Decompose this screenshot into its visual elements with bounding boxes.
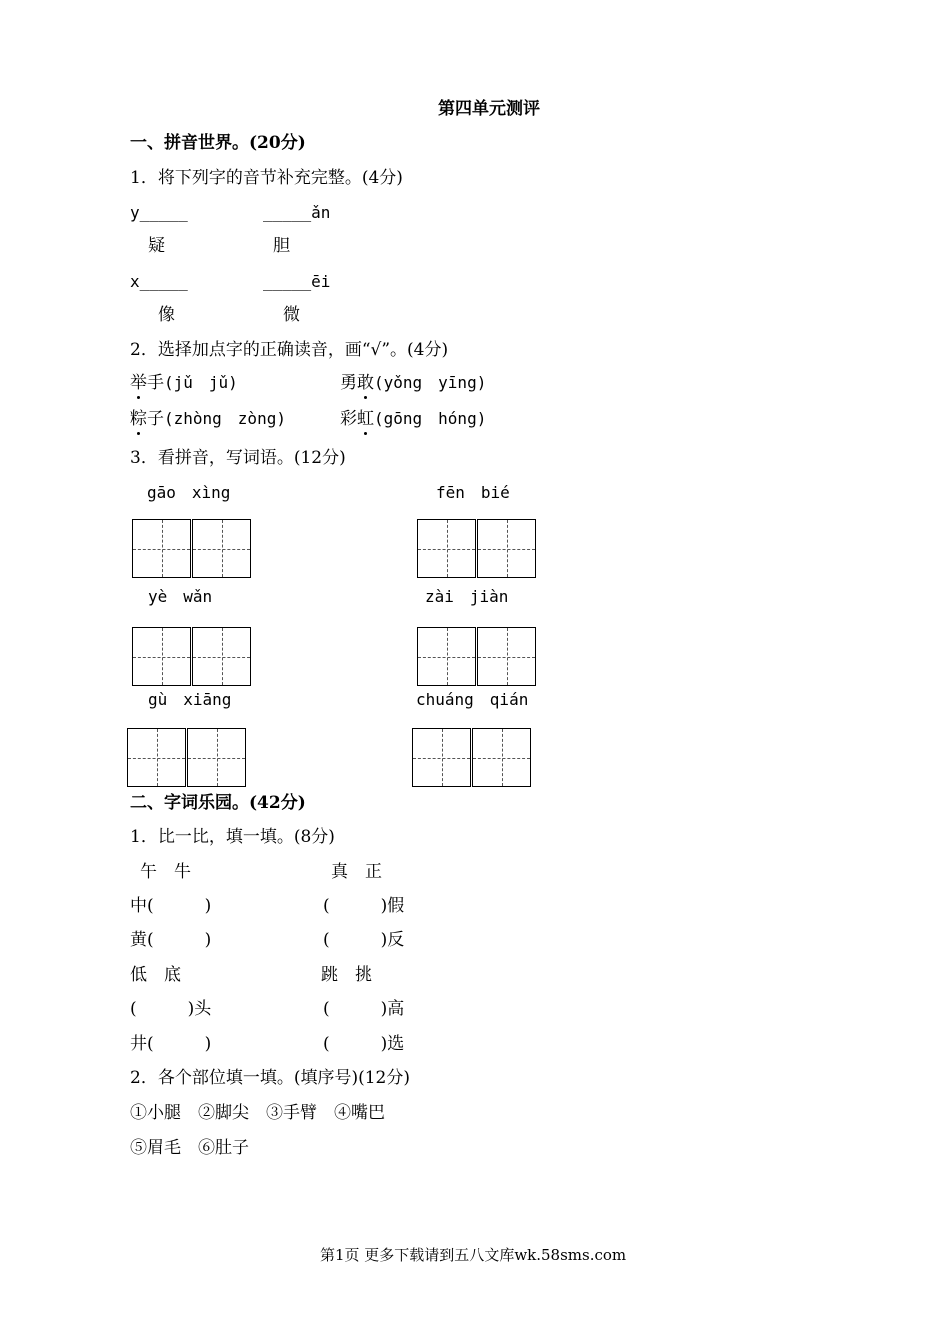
writing-grid-1[interactable] [132, 519, 252, 579]
pinyin-options: (jǔ jǔ) [164, 373, 238, 392]
reading-item-2 [340, 375, 486, 392]
hanzi-1: 疑 [148, 236, 165, 256]
section2-heading: 二、字词乐园。(42分) [130, 793, 306, 813]
word-pinyin-4: zài jiàn [425, 587, 509, 606]
fill-blank[interactable]: 中( ) [130, 896, 212, 916]
compare-head-3: 低 底 [130, 965, 181, 985]
word-pinyin-5: gù xiāng [148, 690, 232, 709]
s2-q1-label: 1．比一比，填一填。(8分) [130, 827, 335, 847]
dotted-char: 敢 [357, 373, 374, 393]
writing-grid-2[interactable] [417, 519, 537, 579]
reading-item-3 [130, 411, 286, 428]
word-pinyin-1: gāo xìng [147, 483, 231, 502]
writing-grid-5[interactable] [127, 728, 247, 788]
s2-q2-label: 2．各个部位填一填。(填序号)(12分) [130, 1068, 410, 1088]
word-pinyin-2: fēn bié [436, 483, 510, 502]
word-pinyin-3: yè wǎn [148, 587, 213, 606]
word-rest: 子 [147, 409, 164, 429]
writing-grid-3[interactable] [132, 627, 252, 687]
syllable-blank-1: y_____ [130, 203, 188, 222]
pinyin-options: (yǒng yīng) [374, 373, 487, 392]
writing-grid-4[interactable] [417, 627, 537, 687]
reading-item-1 [130, 375, 238, 392]
page-title: 第四单元测评 [438, 99, 540, 119]
body-parts-line-2: ⑤眉毛 ⑥肚子 [130, 1138, 249, 1158]
pinyin-options: (zhòng zòng) [164, 409, 286, 428]
body-parts-line-1: ①小腿 ②脚尖 ③手臂 ④嘴巴 [130, 1103, 385, 1123]
compare-head-4: 跳 挑 [321, 965, 372, 985]
writing-grid-6[interactable] [412, 728, 532, 788]
word-pre: 彩 [340, 409, 357, 429]
word-pinyin-6: chuáng qián [416, 690, 529, 709]
fill-blank[interactable]: ( )假 [323, 896, 405, 916]
fill-blank[interactable]: ( )反 [323, 930, 405, 950]
hanzi-3: 像 [158, 305, 175, 325]
dotted-char: 粽 [130, 409, 147, 429]
syllable-blank-3: x_____ [130, 272, 188, 291]
word-rest: 手 [147, 373, 164, 393]
q3-label: 3．看拼音，写词语。(12分) [130, 448, 346, 468]
section1-heading: 一、拼音世界。(20分) [130, 133, 306, 153]
dotted-char: 虹 [357, 409, 374, 429]
fill-blank[interactable]: ( )头 [130, 999, 212, 1019]
compare-head-2: 真 正 [331, 862, 382, 882]
pinyin-options: (gōng hóng) [374, 409, 487, 428]
syllable-blank-2: _____ǎn [263, 203, 331, 222]
hanzi-2: 胆 [273, 236, 290, 256]
reading-item-4 [340, 411, 486, 428]
word-pre: 勇 [340, 373, 357, 393]
fill-blank[interactable]: 黄( ) [130, 930, 212, 950]
dotted-char: 举 [130, 373, 147, 393]
fill-blank[interactable]: 井( ) [130, 1034, 212, 1054]
q2-label: 2．选择加点字的正确读音，画“√”。(4分) [130, 340, 449, 360]
syllable-blank-4: _____ēi [263, 272, 331, 291]
hanzi-4: 微 [283, 305, 300, 325]
compare-head-1: 午 牛 [140, 862, 191, 882]
q1-label: 1．将下列字的音节补充完整。(4分) [130, 168, 403, 188]
fill-blank[interactable]: ( )高 [323, 999, 405, 1019]
fill-blank[interactable]: ( )选 [323, 1034, 405, 1054]
page-footer: 第1页 更多下载请到五八文库wk.58sms.com [320, 1246, 627, 1264]
